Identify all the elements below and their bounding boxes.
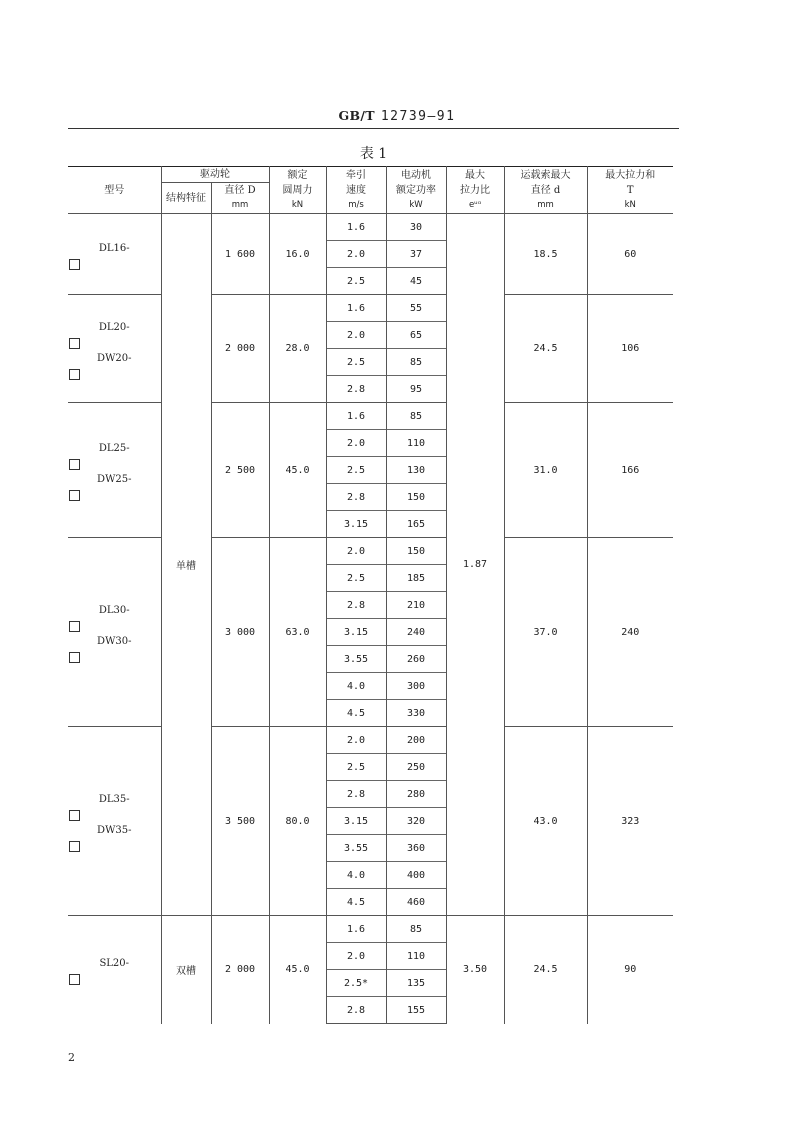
table-row xyxy=(68,538,673,565)
power-value: 65 xyxy=(386,322,446,349)
speed-value: 3.15 xyxy=(326,808,386,835)
col-max-tension: 最大拉力和 T kN xyxy=(587,167,673,214)
placeholder-box-icon xyxy=(69,652,80,663)
placeholder-box-icon xyxy=(69,490,80,501)
rated-force-value: 28.0 xyxy=(269,295,326,403)
max-tension-value: 60 xyxy=(587,214,673,295)
power-value: 130 xyxy=(386,457,446,484)
power-value: 210 xyxy=(386,592,446,619)
max-tension-value: 323 xyxy=(587,727,673,916)
model-cell xyxy=(68,727,161,916)
document-header xyxy=(0,108,794,124)
rated-force-value: 45.0 xyxy=(269,403,326,538)
power-value: 240 xyxy=(386,619,446,646)
model-name: DL35- xyxy=(68,790,161,821)
power-value: 110 xyxy=(386,430,446,457)
rated-force-value: 63.0 xyxy=(269,538,326,727)
power-value: 320 xyxy=(386,808,446,835)
col-drive-wheel: 驱动轮 xyxy=(161,167,269,183)
speed-value: 4.0 xyxy=(326,862,386,889)
power-value: 30 xyxy=(386,214,446,241)
speed-value: 2.5 xyxy=(326,268,386,295)
model-name: DW25- xyxy=(68,470,161,501)
model-name: DL25- xyxy=(68,439,161,470)
col-structure: 结构特征 xyxy=(161,183,211,214)
table-row xyxy=(68,916,673,943)
rated-force-value: 16.0 xyxy=(269,214,326,295)
table-row xyxy=(68,214,673,241)
power-value: 110 xyxy=(386,943,446,970)
placeholder-box-icon xyxy=(69,974,80,985)
power-value: 460 xyxy=(386,889,446,916)
power-value: 400 xyxy=(386,862,446,889)
model-name: DW35- xyxy=(68,821,161,852)
power-value: 155 xyxy=(386,997,446,1024)
power-value: 135 xyxy=(386,970,446,997)
model-cell xyxy=(68,403,161,538)
model-cell xyxy=(68,538,161,727)
spec-table xyxy=(68,166,673,1024)
power-value: 45 xyxy=(386,268,446,295)
diameter-value: 2 000 xyxy=(211,295,269,403)
power-value: 300 xyxy=(386,673,446,700)
model-cell xyxy=(68,916,161,1024)
max-tension-value: 106 xyxy=(587,295,673,403)
power-value: 150 xyxy=(386,484,446,511)
rope-diameter-value: 24.5 xyxy=(504,295,587,403)
placeholder-box-icon xyxy=(69,841,80,852)
power-value: 185 xyxy=(386,565,446,592)
power-value: 85 xyxy=(386,403,446,430)
max-tension-value: 90 xyxy=(587,916,673,1024)
col-rope-diameter: 运载索最大 直径 d mm xyxy=(504,167,587,214)
placeholder-box-icon xyxy=(69,810,80,821)
speed-value: 2.8 xyxy=(326,781,386,808)
standard-code: GB/T xyxy=(338,108,375,123)
placeholder-box-icon xyxy=(69,259,80,270)
diameter-value: 3 000 xyxy=(211,538,269,727)
speed-value: 2.8 xyxy=(326,484,386,511)
speed-value: 1.6 xyxy=(326,403,386,430)
speed-value: 2.0 xyxy=(326,943,386,970)
speed-value: 4.5 xyxy=(326,889,386,916)
placeholder-box-icon xyxy=(69,621,80,632)
model-name: SL20- xyxy=(68,954,161,985)
speed-value: 2.8 xyxy=(326,376,386,403)
diameter-value: 1 600 xyxy=(211,214,269,295)
power-value: 85 xyxy=(386,916,446,943)
power-value: 95 xyxy=(386,376,446,403)
standard-number: 12739—91 xyxy=(380,109,456,124)
structure-single: 单槽 xyxy=(161,214,211,916)
col-diameter: 直径 D mm xyxy=(211,183,269,214)
rope-diameter-value: 24.5 xyxy=(504,916,587,1024)
model-cell xyxy=(68,214,161,295)
rope-diameter-value: 43.0 xyxy=(504,727,587,916)
power-value: 150 xyxy=(386,538,446,565)
placeholder-box-icon xyxy=(69,338,80,349)
col-tension-ratio: 最大 拉力比 eᵘᵅ xyxy=(446,167,504,214)
speed-value: 2.8 xyxy=(326,592,386,619)
model-name: DL30- xyxy=(68,601,161,632)
speed-value: 1.6 xyxy=(326,214,386,241)
max-tension-value: 166 xyxy=(587,403,673,538)
speed-value: 3.55 xyxy=(326,646,386,673)
placeholder-box-icon xyxy=(69,459,80,470)
rated-force-value: 80.0 xyxy=(269,727,326,916)
speed-value: 2.5 xyxy=(326,565,386,592)
power-value: 360 xyxy=(386,835,446,862)
model-name: DW30- xyxy=(68,632,161,663)
speed-value: 3.15 xyxy=(326,619,386,646)
rope-diameter-value: 37.0 xyxy=(504,538,587,727)
speed-value: 2.0 xyxy=(326,727,386,754)
ratio-single-value: 1.87 xyxy=(446,214,504,916)
power-value: 55 xyxy=(386,295,446,322)
power-value: 260 xyxy=(386,646,446,673)
speed-value: 2.0 xyxy=(326,241,386,268)
speed-value: 3.55 xyxy=(326,835,386,862)
page-number: 2 xyxy=(68,1051,75,1064)
rope-diameter-value: 18.5 xyxy=(504,214,587,295)
speed-value: 2.0 xyxy=(326,430,386,457)
power-value: 280 xyxy=(386,781,446,808)
power-value: 200 xyxy=(386,727,446,754)
model-name: DW20- xyxy=(68,349,161,380)
power-value: 250 xyxy=(386,754,446,781)
rated-force-value: 45.0 xyxy=(269,916,326,1024)
structure-double: 双槽 xyxy=(161,916,211,1024)
diameter-value: 2 000 xyxy=(211,916,269,1024)
power-value: 85 xyxy=(386,349,446,376)
col-motor-power: 电动机 额定功率 kW xyxy=(386,167,446,214)
diameter-value: 2 500 xyxy=(211,403,269,538)
rope-diameter-value: 31.0 xyxy=(504,403,587,538)
header-rule xyxy=(68,128,679,129)
speed-value: 2.5 xyxy=(326,457,386,484)
speed-value: 2.0 xyxy=(326,538,386,565)
col-speed: 牵引 速度 m/s xyxy=(326,167,386,214)
power-value: 165 xyxy=(386,511,446,538)
speed-value: 2.5 xyxy=(326,754,386,781)
model-name: DL20- xyxy=(68,318,161,349)
power-value: 37 xyxy=(386,241,446,268)
diameter-value: 3 500 xyxy=(211,727,269,916)
table-row xyxy=(68,727,673,754)
table-row xyxy=(68,403,673,430)
ratio-double-value: 3.50 xyxy=(446,916,504,1024)
speed-value: 2.5 xyxy=(326,349,386,376)
speed-value: 4.0 xyxy=(326,673,386,700)
model-name: DL16- xyxy=(68,239,161,270)
col-rated-force: 额定 圆周力 kN xyxy=(269,167,326,214)
col-model: 型号 xyxy=(68,167,161,214)
max-tension-value: 240 xyxy=(587,538,673,727)
speed-value: 3.15 xyxy=(326,511,386,538)
speed-value: 1.6 xyxy=(326,916,386,943)
speed-value: 2.8 xyxy=(326,997,386,1024)
table-row xyxy=(68,295,673,322)
spec-table-body xyxy=(68,214,673,1024)
speed-value: 1.6 xyxy=(326,295,386,322)
power-value: 330 xyxy=(386,700,446,727)
table-title: 表 1 xyxy=(359,146,388,162)
model-cell xyxy=(68,295,161,403)
speed-value: 2.0 xyxy=(326,322,386,349)
placeholder-box-icon xyxy=(69,369,80,380)
speed-value: 2.5* xyxy=(326,970,386,997)
speed-value: 4.5 xyxy=(326,700,386,727)
